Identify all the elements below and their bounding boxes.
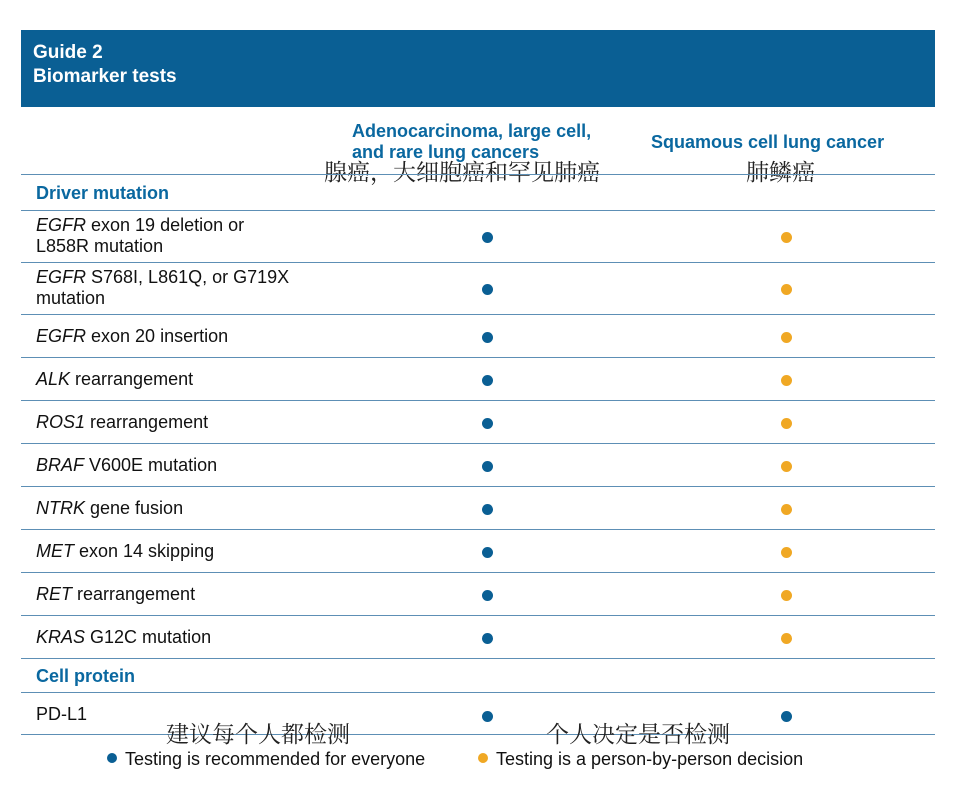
- gene-name: EGFR: [36, 326, 87, 346]
- table-bottom-rule: [21, 734, 935, 735]
- legend-recommended-text: Testing is recommended for everyone: [125, 749, 426, 769]
- biomarker-detail: rearrangement: [72, 584, 196, 604]
- biomarker-detail-line2: mutation: [36, 288, 106, 308]
- biomarker-detail: S768I, L861Q, or G719X: [86, 267, 290, 287]
- gene-name: ROS1: [36, 412, 86, 432]
- adeno-dot-icon: [482, 375, 493, 386]
- gene-name: ALK: [36, 369, 71, 389]
- header-banner: [21, 30, 935, 107]
- section-label: Driver mutation: [36, 183, 170, 203]
- gene-name: EGFR: [36, 267, 87, 287]
- blue-dot-icon: [107, 753, 117, 763]
- squamous-dot-icon: [781, 547, 792, 558]
- gene-name: KRAS: [36, 627, 86, 647]
- gene-name: EGFR: [36, 215, 87, 235]
- biomarker-detail: G12C mutation: [85, 627, 212, 647]
- biomarker-label: [36, 369, 193, 390]
- biomarker-label: [36, 498, 183, 519]
- biomarker-detail: exon 19 deletion or: [86, 215, 245, 235]
- table-row: [21, 357, 935, 400]
- adeno-dot-icon: [482, 547, 493, 558]
- squamous-dot-icon: [781, 711, 792, 722]
- legend-person-zh: 个人决定是否检测: [546, 722, 730, 748]
- gold-dot-icon: [478, 753, 488, 763]
- column-header-adenocarcinoma-zh: 腺癌，大细胞癌和罕见肺癌: [324, 160, 600, 186]
- biomarker-table: [21, 174, 935, 738]
- biomarker-label: [36, 326, 228, 347]
- squamous-dot-icon: [781, 590, 792, 601]
- biomarker-label: [36, 267, 289, 309]
- biomarker-label: PD-L1: [36, 704, 88, 724]
- biomarker-detail: rearrangement: [85, 412, 209, 432]
- table-row: [21, 572, 935, 615]
- column-header-squamous-zh: 肺鳞癌: [746, 160, 815, 186]
- table-row: [21, 615, 935, 658]
- gene-name: NTRK: [36, 498, 85, 518]
- biomarker-detail: V600E mutation: [84, 455, 218, 475]
- adeno-dot-icon: [482, 461, 493, 472]
- table-row: [21, 314, 935, 357]
- table-row: [21, 529, 935, 572]
- biomarker-detail: exon 20 insertion: [86, 326, 229, 346]
- adeno-dot-icon: [482, 284, 493, 295]
- biomarker-label: [36, 541, 214, 562]
- table-row: [21, 210, 935, 262]
- section-label: Cell protein: [36, 666, 136, 686]
- adeno-dot-icon: [482, 332, 493, 343]
- table-row: [21, 443, 935, 486]
- squamous-dot-icon: [781, 504, 792, 515]
- biomarker-label: [36, 215, 244, 257]
- adeno-dot-icon: [482, 504, 493, 515]
- squamous-dot-icon: [781, 232, 792, 243]
- section-cell-protein: [21, 658, 935, 692]
- adeno-dot-icon: [482, 633, 493, 644]
- squamous-dot-icon: [781, 284, 792, 295]
- legend-person: [478, 748, 803, 770]
- legend-person-text: Testing is a person-by-person decision: [496, 749, 804, 769]
- squamous-dot-icon: [781, 332, 792, 343]
- table-row: [21, 262, 935, 314]
- adeno-dot-icon: [482, 232, 493, 243]
- biomarker-label: [36, 455, 217, 476]
- table-row-pd-l1: [21, 692, 935, 738]
- squamous-dot-icon: [781, 375, 792, 386]
- column-header-squamous: Squamous cell lung cancer: [651, 132, 885, 152]
- table-row: [21, 400, 935, 443]
- adeno-dot-icon: [482, 711, 493, 722]
- biomarker-label: [36, 584, 195, 605]
- section-driver-mutation: [21, 174, 935, 210]
- gene-name: RET: [36, 584, 72, 604]
- biomarker-detail: rearrangement: [70, 369, 194, 389]
- biomarker-detail: exon 14 skipping: [74, 541, 215, 561]
- biomarker-label: [36, 627, 211, 648]
- adeno-dot-icon: [482, 418, 493, 429]
- table-row: [21, 486, 935, 529]
- squamous-dot-icon: [781, 633, 792, 644]
- legend-recommended-zh: 建议每个人都检测: [166, 722, 350, 748]
- squamous-dot-icon: [781, 461, 792, 472]
- gene-name: MET: [36, 541, 74, 561]
- biomarker-detail: gene fusion: [85, 498, 184, 518]
- biomarker-label: [36, 412, 208, 433]
- gene-name: BRAF: [36, 455, 85, 475]
- column-header-adenocarcinoma: Adenocarcinoma, large cell, and rare lung cancers: [352, 121, 592, 162]
- squamous-dot-icon: [781, 418, 792, 429]
- legend-recommended: [107, 748, 425, 770]
- biomarker-detail-line2: L858R mutation: [36, 236, 164, 256]
- guide-number: Guide 2: [33, 42, 103, 63]
- adeno-dot-icon: [482, 590, 493, 601]
- guide-title: Biomarker tests: [33, 66, 177, 87]
